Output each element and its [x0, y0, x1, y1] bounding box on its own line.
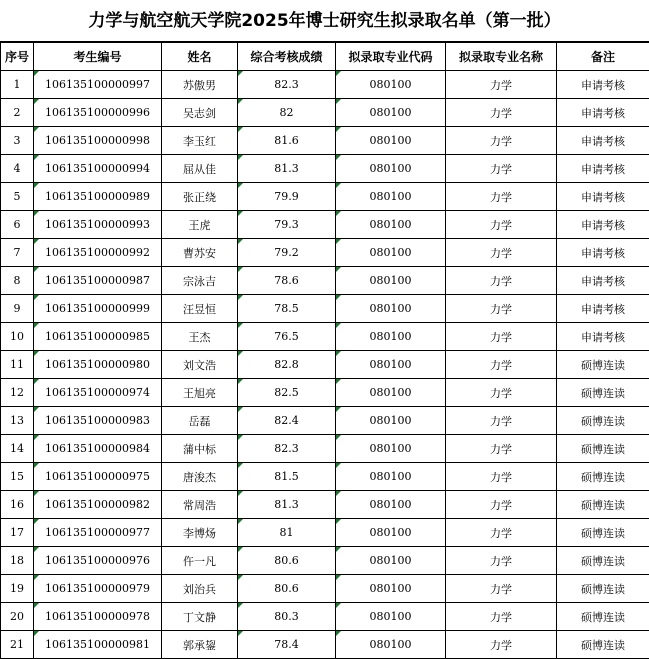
cell-name: 汪昱恒: [162, 295, 238, 323]
cell-name: 苏傲男: [162, 71, 238, 99]
cell-major-code: 080100: [336, 491, 446, 519]
cell-score: 79.2: [238, 239, 336, 267]
cell-major-name: 力学: [446, 575, 557, 603]
cell-major-name: 力学: [446, 295, 557, 323]
cell-candidate-id: 106135100000984: [34, 435, 162, 463]
table-row: [1, 239, 649, 267]
cell-note: 申请考核: [557, 267, 649, 295]
cell-name: 常周浩: [162, 491, 238, 519]
cell-index: 6: [1, 211, 34, 239]
cell-major-name: 力学: [446, 183, 557, 211]
cell-score: 81.3: [238, 491, 336, 519]
cell-note: 硕博连读: [557, 575, 649, 603]
cell-name: 郭承鋆: [162, 631, 238, 659]
cell-index: 4: [1, 155, 34, 183]
cell-major-name: 力学: [446, 435, 557, 463]
cell-score: 82.5: [238, 379, 336, 407]
cell-index: 1: [1, 71, 34, 99]
cell-major-name: 力学: [446, 267, 557, 295]
cell-major-code: 080100: [336, 379, 446, 407]
cell-major-code: 080100: [336, 575, 446, 603]
cell-note: 申请考核: [557, 183, 649, 211]
cell-index: 3: [1, 127, 34, 155]
table-row: [1, 211, 649, 239]
cell-major-name: 力学: [446, 155, 557, 183]
cell-index: 9: [1, 295, 34, 323]
cell-candidate-id: 106135100000978: [34, 603, 162, 631]
cell-score: 78.6: [238, 267, 336, 295]
cell-major-name: 力学: [446, 351, 557, 379]
cell-name: 张正绕: [162, 183, 238, 211]
header-note: 备注: [557, 43, 649, 71]
cell-major-name: 力学: [446, 631, 557, 659]
cell-major-name: 力学: [446, 211, 557, 239]
cell-major-code: 080100: [336, 183, 446, 211]
cell-note: 硕博连读: [557, 407, 649, 435]
cell-name: 李玉红: [162, 127, 238, 155]
cell-score: 78.4: [238, 631, 336, 659]
cell-candidate-id: 106135100000980: [34, 351, 162, 379]
cell-score: 78.5: [238, 295, 336, 323]
cell-note: 硕博连读: [557, 463, 649, 491]
table-row: [1, 351, 649, 379]
cell-major-code: 080100: [336, 603, 446, 631]
cell-major-code: 080100: [336, 323, 446, 351]
cell-major-code: 080100: [336, 547, 446, 575]
header-candidate-id: 考生编号: [34, 43, 162, 71]
table-row: [1, 603, 649, 631]
cell-note: 申请考核: [557, 127, 649, 155]
cell-major-code: 080100: [336, 519, 446, 547]
cell-index: 17: [1, 519, 34, 547]
cell-candidate-id: 106135100000997: [34, 71, 162, 99]
cell-name: 李博炀: [162, 519, 238, 547]
cell-note: 申请考核: [557, 71, 649, 99]
header-row: [1, 43, 649, 71]
cell-note: 硕博连读: [557, 379, 649, 407]
cell-major-name: 力学: [446, 99, 557, 127]
cell-name: 刘治兵: [162, 575, 238, 603]
cell-major-name: 力学: [446, 323, 557, 351]
cell-major-code: 080100: [336, 407, 446, 435]
cell-major-code: 080100: [336, 631, 446, 659]
page-title: 力学与航空航天学院2025年博士研究生拟录取名单（第一批）: [0, 0, 649, 42]
cell-note: 硕博连读: [557, 603, 649, 631]
cell-note: 申请考核: [557, 239, 649, 267]
cell-major-code: 080100: [336, 127, 446, 155]
cell-index: 20: [1, 603, 34, 631]
table-row: [1, 295, 649, 323]
cell-name: 王杰: [162, 323, 238, 351]
cell-major-code: 080100: [336, 211, 446, 239]
cell-name: 宗泳吉: [162, 267, 238, 295]
cell-candidate-id: 106135100000976: [34, 547, 162, 575]
cell-name: 唐浚杰: [162, 463, 238, 491]
cell-index: 16: [1, 491, 34, 519]
cell-note: 申请考核: [557, 155, 649, 183]
cell-index: 14: [1, 435, 34, 463]
table-row: [1, 463, 649, 491]
cell-note: 硕博连读: [557, 435, 649, 463]
cell-index: 19: [1, 575, 34, 603]
cell-candidate-id: 106135100000974: [34, 379, 162, 407]
cell-note: 申请考核: [557, 211, 649, 239]
cell-major-name: 力学: [446, 547, 557, 575]
cell-major-code: 080100: [336, 239, 446, 267]
table-row: [1, 491, 649, 519]
cell-candidate-id: 106135100000975: [34, 463, 162, 491]
admission-table: [0, 42, 649, 659]
cell-index: 15: [1, 463, 34, 491]
cell-note: 申请考核: [557, 323, 649, 351]
header-index: 序号: [1, 43, 34, 71]
cell-index: 8: [1, 267, 34, 295]
cell-name: 曹苏安: [162, 239, 238, 267]
table-row: [1, 575, 649, 603]
cell-name: 岳磊: [162, 407, 238, 435]
cell-candidate-id: 106135100000999: [34, 295, 162, 323]
cell-major-name: 力学: [446, 407, 557, 435]
cell-note: 硕博连读: [557, 351, 649, 379]
cell-major-name: 力学: [446, 463, 557, 491]
cell-score: 80.6: [238, 575, 336, 603]
cell-index: 2: [1, 99, 34, 127]
cell-candidate-id: 106135100000985: [34, 323, 162, 351]
cell-major-name: 力学: [446, 379, 557, 407]
cell-name: 吴志剑: [162, 99, 238, 127]
cell-name: 屈从佳: [162, 155, 238, 183]
cell-name: 丁文静: [162, 603, 238, 631]
cell-index: 18: [1, 547, 34, 575]
cell-score: 81.6: [238, 127, 336, 155]
cell-note: 硕博连读: [557, 519, 649, 547]
table-row: [1, 183, 649, 211]
cell-score: 82.8: [238, 351, 336, 379]
cell-major-code: 080100: [336, 155, 446, 183]
cell-candidate-id: 106135100000982: [34, 491, 162, 519]
header-name: 姓名: [162, 43, 238, 71]
table-row: [1, 407, 649, 435]
cell-candidate-id: 106135100000994: [34, 155, 162, 183]
cell-index: 13: [1, 407, 34, 435]
table-row: [1, 71, 649, 99]
cell-major-code: 080100: [336, 99, 446, 127]
cell-index: 7: [1, 239, 34, 267]
cell-score: 80.3: [238, 603, 336, 631]
cell-candidate-id: 106135100000998: [34, 127, 162, 155]
table-row: [1, 379, 649, 407]
cell-score: 82.4: [238, 407, 336, 435]
header-major-name: 拟录取专业名称: [446, 43, 557, 71]
cell-candidate-id: 106135100000977: [34, 519, 162, 547]
cell-score: 82.3: [238, 71, 336, 99]
cell-index: 5: [1, 183, 34, 211]
cell-score: 80.6: [238, 547, 336, 575]
table-row: [1, 547, 649, 575]
cell-index: 12: [1, 379, 34, 407]
cell-index: 11: [1, 351, 34, 379]
table-row: [1, 631, 649, 659]
cell-name: 仵一凡: [162, 547, 238, 575]
cell-major-name: 力学: [446, 239, 557, 267]
cell-major-name: 力学: [446, 603, 557, 631]
table-row: [1, 127, 649, 155]
cell-note: 硕博连读: [557, 631, 649, 659]
cell-major-code: 080100: [336, 295, 446, 323]
cell-note: 硕博连读: [557, 491, 649, 519]
cell-candidate-id: 106135100000979: [34, 575, 162, 603]
cell-score: 81.5: [238, 463, 336, 491]
cell-major-code: 080100: [336, 351, 446, 379]
table-row: [1, 267, 649, 295]
cell-name: 蒲中标: [162, 435, 238, 463]
cell-candidate-id: 106135100000987: [34, 267, 162, 295]
cell-candidate-id: 106135100000996: [34, 99, 162, 127]
cell-index: 10: [1, 323, 34, 351]
cell-candidate-id: 106135100000993: [34, 211, 162, 239]
table-row: [1, 99, 649, 127]
cell-index: 21: [1, 631, 34, 659]
table-row: [1, 435, 649, 463]
cell-name: 刘文浩: [162, 351, 238, 379]
cell-candidate-id: 106135100000989: [34, 183, 162, 211]
cell-major-code: 080100: [336, 267, 446, 295]
cell-candidate-id: 106135100000983: [34, 407, 162, 435]
cell-major-code: 080100: [336, 435, 446, 463]
table-row: [1, 519, 649, 547]
cell-score: 79.3: [238, 211, 336, 239]
header-major-code: 拟录取专业代码: [336, 43, 446, 71]
cell-major-name: 力学: [446, 127, 557, 155]
cell-note: 申请考核: [557, 295, 649, 323]
cell-major-name: 力学: [446, 519, 557, 547]
cell-name: 王虎: [162, 211, 238, 239]
cell-major-name: 力学: [446, 71, 557, 99]
cell-candidate-id: 106135100000981: [34, 631, 162, 659]
cell-major-name: 力学: [446, 491, 557, 519]
cell-major-code: 080100: [336, 463, 446, 491]
cell-major-code: 080100: [336, 71, 446, 99]
cell-score: 81.3: [238, 155, 336, 183]
cell-score: 82.3: [238, 435, 336, 463]
cell-note: 申请考核: [557, 99, 649, 127]
cell-note: 硕博连读: [557, 547, 649, 575]
cell-score: 82: [238, 99, 336, 127]
table-row: [1, 323, 649, 351]
header-score: 综合考核成绩: [238, 43, 336, 71]
cell-name: 王旭亮: [162, 379, 238, 407]
cell-score: 76.5: [238, 323, 336, 351]
cell-score: 79.9: [238, 183, 336, 211]
table-row: [1, 155, 649, 183]
cell-score: 81: [238, 519, 336, 547]
cell-candidate-id: 106135100000992: [34, 239, 162, 267]
